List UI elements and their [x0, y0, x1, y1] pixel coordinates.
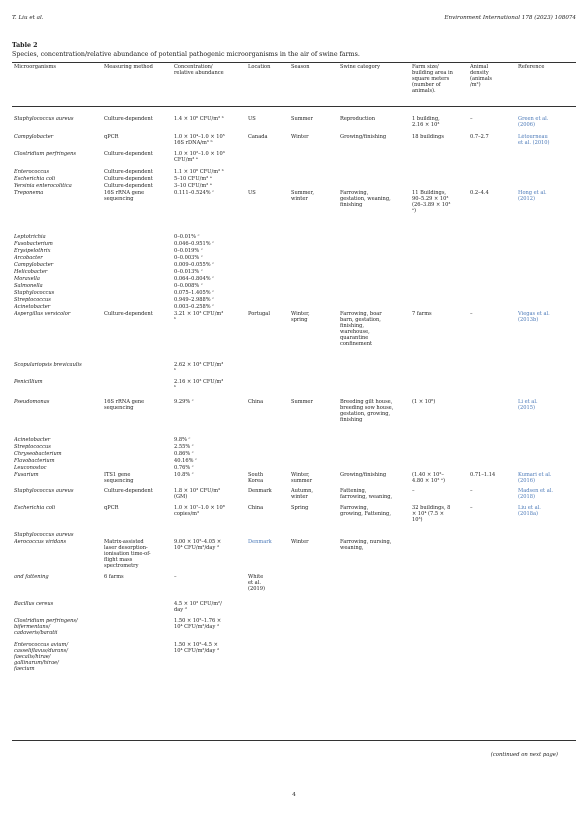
table-cell-l: Denmark — [248, 539, 272, 545]
table-cell-f: 32 buildings, 8 × 10⁴ (7.5 × 10³) — [412, 505, 451, 524]
table-cell-m: Scopulariopsis brevicaulis — [14, 362, 82, 368]
table-cell-l: US — [248, 116, 256, 122]
table-cell-c: 0.046–0.951% ᶜ — [174, 241, 214, 247]
table-cell-l: Portugal — [248, 311, 270, 317]
table-cell-m: Erysipelothrix — [14, 248, 51, 254]
table-cell-l: Denmark — [248, 488, 272, 494]
table-cell-c: 0.949–2.988% ᶜ — [174, 297, 214, 303]
table-cell-m: Campylobacter — [14, 134, 54, 140]
table-cell-m: Staphylococcus aureus — [14, 116, 74, 122]
table-cell-l: South Korea — [248, 472, 264, 485]
table-cell-a: – — [470, 505, 473, 511]
table-cell-c: 9.29% ᶜ — [174, 399, 194, 405]
column-header-s: Season — [291, 64, 310, 70]
table-cell-f: 7 farms — [412, 311, 432, 317]
table-cell-c: 9.00 × 10²–4.05 × 10⁴ CFU/m²/day ᵈ — [174, 539, 222, 552]
table-cell-c: 3–10 CFU/m³ ᵃ — [174, 183, 212, 189]
table-cell-me: 16S rRNA gene sequencing — [104, 399, 145, 412]
table-cell-m: Enterococcus avium/ casseliflavus/durans/ faecalis/hirae/ gallinarum/hirae/ faecium — [14, 642, 69, 673]
table-cell-c: 5–10 CFU/m³ ᵃ — [174, 176, 212, 182]
table-cell-c: 0–0.008% ᶜ — [174, 283, 203, 289]
column-header-sw: Swine category — [340, 64, 380, 70]
table-cell-l: White et al. (2019) — [248, 574, 265, 593]
table-cell-m: Salmonella — [14, 283, 43, 289]
table-cell-m: Pseudomonas — [14, 399, 50, 405]
table-cell-c: 1.4 × 10⁶ CFU/m³ ᵇ — [174, 116, 224, 122]
table-cell-m: Campylobacter — [14, 262, 54, 268]
table-cell-s: Winter — [291, 134, 309, 140]
table-cell-c: 10.8% ᶜ — [174, 472, 194, 478]
table-cell-c: 0.003–0.258% ᶜ — [174, 304, 214, 310]
table-cell-m: Staphylococcus — [14, 290, 55, 296]
table-cell-c: 1.0 × 10⁴–1.0 × 10⁵ 16S rDNA/m³ ᵇ — [174, 134, 225, 147]
table-cell-m: Treponema — [14, 190, 44, 196]
table-cell-a: 0.7–2.7 — [470, 134, 489, 140]
table-cell-sw: Farrowing, growing, Fattening, — [340, 505, 391, 518]
table-cell-f: (1.40 × 10²– 4.80 × 10² ᵉ) — [412, 472, 445, 485]
table-cell-s: Winter, spring — [291, 311, 310, 324]
table-cell-c: 0–0.01% ᶜ — [174, 234, 200, 240]
table-cell-sw: Growing/finishing — [340, 134, 387, 140]
table-cell-m: Leuconostoc — [14, 465, 47, 471]
table-cell-c: 0.76% ᶜ — [174, 465, 194, 471]
table-cell-me: Culture-dependent — [104, 311, 153, 317]
column-header-me: Measuring method — [104, 64, 153, 70]
table-cell-m: Arcobacter — [14, 255, 43, 261]
table-cell-m: Helicobacter — [14, 269, 48, 275]
table-cell-me: Culture-dependent — [104, 176, 153, 182]
table-cell-c: 0.111–0.524% ᶜ — [174, 190, 214, 196]
table-cell-m: Chryseobacterium — [14, 451, 62, 457]
table-cell-c: 0.075–1.405% ᶜ — [174, 290, 214, 296]
table-cell-c: 1.50 × 10²–4.5 × 10⁴ CFU/m²/day ᵈ — [174, 642, 220, 655]
table-cell-c: 0.009–0.055% ᶜ — [174, 262, 214, 268]
table-cell-f: (1 × 10⁶) — [412, 399, 436, 405]
table-cell-m: Yersinia enterocolitica — [14, 183, 72, 189]
table-cell-c: 1.0 × 10²–1.0 × 10³ CFU/m³ ᵃ — [174, 151, 225, 164]
table-cell-me: Culture-dependent — [104, 169, 153, 175]
column-header-f: Farm size/ building area in square meters (number of animals). — [412, 64, 453, 95]
table-cell-m: Bacillus cereus — [14, 601, 54, 607]
table-cell-r[interactable]: Li et al. (2015) — [518, 399, 538, 412]
table-cell-m: Flavobacterium — [14, 458, 55, 464]
table-label: Table 2 — [12, 42, 38, 49]
table-cell-a: 0.71–1.14 — [470, 472, 496, 478]
table-cell-a: 0.2–4.4 — [470, 190, 489, 196]
table-cell-f: 11 Buildings, 90–5.29 × 10³ (26–3.89 × 10³ ᵉ) — [412, 190, 451, 215]
table-cell-c: 1.0 × 10⁷–1.0 × 10⁸ copies/m³ — [174, 505, 225, 518]
table-cell-sw: Reproduction — [340, 116, 376, 122]
table-cell-s: Winter, summer — [291, 472, 313, 485]
running-header — [12, 15, 576, 21]
table-cell-m: Clostridium perfringens/ bifermentans/ cadaveris/baratii — [14, 618, 78, 637]
header-journal: Environment International 178 (2023) 108074 — [444, 15, 576, 21]
table-cell-s: Autumn, winter — [291, 488, 314, 501]
table-cell-c: 0–0.019% ᶜ — [174, 248, 203, 254]
table-cell-c: 9.8% ᶜ — [174, 437, 191, 443]
table-cell-me: Culture-dependent — [104, 488, 153, 494]
table-cell-me: Matrix-assisted laser desorption- ionisation time-of- flight mass spectrometry — [104, 539, 151, 570]
table-cell-sw: Breeding gilt house, breeding sow house, gestation, growing, finishing — [340, 399, 394, 424]
table-cell-c: 1.8 × 10³ CFU/m³ (GM) — [174, 488, 221, 501]
table-cell-c: 0–0.013% ᶜ — [174, 269, 203, 275]
column-header-r: Reference — [518, 64, 545, 70]
table-cell-me: 16S rRNA gene sequencing — [104, 190, 145, 203]
table-cell-f: – — [412, 488, 415, 494]
table-cell-r[interactable]: Hong et al. (2012) — [518, 190, 547, 203]
table-cell-m: Escherichia coli — [14, 505, 56, 511]
table-cell-c: – — [174, 574, 177, 580]
table-cell-sw: Fattening, farrowing, weaning, — [340, 488, 393, 501]
table-cell-m: Staphylococcus aureus — [14, 488, 74, 494]
table-cell-a: – — [470, 311, 473, 317]
table-cell-m: Aspergillus versicolor — [14, 311, 71, 317]
table-cell-l: China — [248, 505, 264, 511]
table-cell-me: 6 farms — [104, 574, 124, 580]
header-authors: T. Liu et al. — [12, 15, 44, 21]
table-cell-m: Acinetobacter — [14, 304, 51, 310]
table-cell-c: 40.16% ᶜ — [174, 458, 197, 464]
table-cell-l: US — [248, 190, 256, 196]
table-cell-f: 1 building, 2.16 × 10³ — [412, 116, 440, 129]
table-cell-m: Streptococcus — [14, 297, 51, 303]
table-cell-s: Summer — [291, 399, 313, 405]
table-cell-m: Acinetobacter — [14, 437, 51, 443]
table-cell-m: Fusobacterium — [14, 241, 53, 247]
table-cell-sw: Growing/finishing — [340, 472, 387, 478]
table-cell-a: – — [470, 488, 473, 494]
table-cell-r[interactable]: Green et al. (2006) — [518, 116, 549, 129]
table-header-rule — [12, 106, 576, 107]
table-bottom-rule — [12, 740, 576, 741]
table-cell-sw: Farrowing, nursing, weaning, — [340, 539, 392, 552]
table-cell-c: 3.21 × 10³ CFU/m³ ᵇ — [174, 311, 224, 324]
table-cell-c: 4.5 × 10³ CFU/m²/ day ᵈ — [174, 601, 222, 614]
table-cell-sw: Farrowing, boar barn, gestation, finishing, warehouse, quarantine confinement — [340, 311, 382, 348]
table-cell-s: Summer — [291, 116, 313, 122]
table-cell-r[interactable]: Liu et al. (2018a) — [518, 505, 541, 518]
table-cell-f: 18 buildings — [412, 134, 444, 140]
table-cell-s: Spring — [291, 505, 309, 511]
table-cell-m: Streptococcus — [14, 444, 51, 450]
table-cell-r[interactable]: Viegas et al. (2013b) — [518, 311, 550, 324]
table-cell-m: Leptotrichia — [14, 234, 46, 240]
table-cell-m: Enterococcus — [14, 169, 50, 175]
table-cell-me: Culture-dependent — [104, 183, 153, 189]
continued-note: (continued on next page) — [490, 752, 558, 758]
table-cell-a: – — [470, 116, 473, 122]
table-cell-c: 1.1 × 10⁶ CFU/m³ ᵇ — [174, 169, 224, 175]
table-cell-me: qPCR — [104, 134, 119, 140]
table-cell-l: China — [248, 399, 264, 405]
column-header-c: Concentration/ relative abundance — [174, 64, 224, 77]
table-cell-c: 1.50 × 10²–1.76 × 10⁴ CFU/m²/day ᵈ — [174, 618, 222, 631]
table-cell-me: ITS1 gene sequencing — [104, 472, 134, 485]
table-cell-r[interactable]: Létourneau et al. (2010) — [518, 134, 550, 147]
table-cell-s: Summer, winter — [291, 190, 314, 203]
table-cell-c: 0–0.003% ᶜ — [174, 255, 203, 261]
table-cell-me: qPCR — [104, 505, 119, 511]
table-cell-m: Staphylococcus aureus — [14, 532, 74, 538]
table-cell-s: Winter — [291, 539, 309, 545]
table-cell-m: Escherichia coli — [14, 176, 56, 182]
column-header-m: Microorganisms — [14, 64, 56, 70]
table-cell-m: and fattening — [14, 574, 49, 580]
table-top-rule — [12, 62, 576, 63]
table-cell-c: 0.064–0.804% ᶜ — [174, 276, 214, 282]
table-cell-c: 2.55% ᶜ — [174, 444, 194, 450]
table-cell-me: Culture-dependent — [104, 116, 153, 122]
table-cell-m: Penicillium — [14, 379, 43, 385]
table-caption: Species, concentration/relative abundance of potential pathogenic microorganisms in the air of swine farms. — [12, 51, 360, 58]
column-header-a: Animal density (animals /m²) — [470, 64, 493, 89]
table-cell-sw: Farrowing, gestation, weaning, finishing — [340, 190, 391, 209]
table-cell-m: Aerococcus viridans — [14, 539, 67, 545]
table-cell-r[interactable]: Kumari et al. (2016) — [518, 472, 552, 485]
table-cell-c: 0.86% ᶜ — [174, 451, 194, 457]
table-cell-m: Fusarium — [14, 472, 39, 478]
page-number: 4 — [292, 792, 296, 798]
table-cell-m: Clostridium perfringens — [14, 151, 77, 157]
table-cell-l: Canada — [248, 134, 268, 140]
table-cell-me: Culture-dependent — [104, 151, 153, 157]
table-cell-c: 2.62 × 10³ CFU/m³ ᵇ — [174, 362, 224, 375]
table-cell-r[interactable]: Madsen et al. (2018) — [518, 488, 554, 501]
table-cell-c: 2.16 × 10³ CFU/m³ ᵇ — [174, 379, 224, 392]
table-cell-m: Moraxella — [14, 276, 40, 282]
column-header-l: Location — [248, 64, 271, 70]
